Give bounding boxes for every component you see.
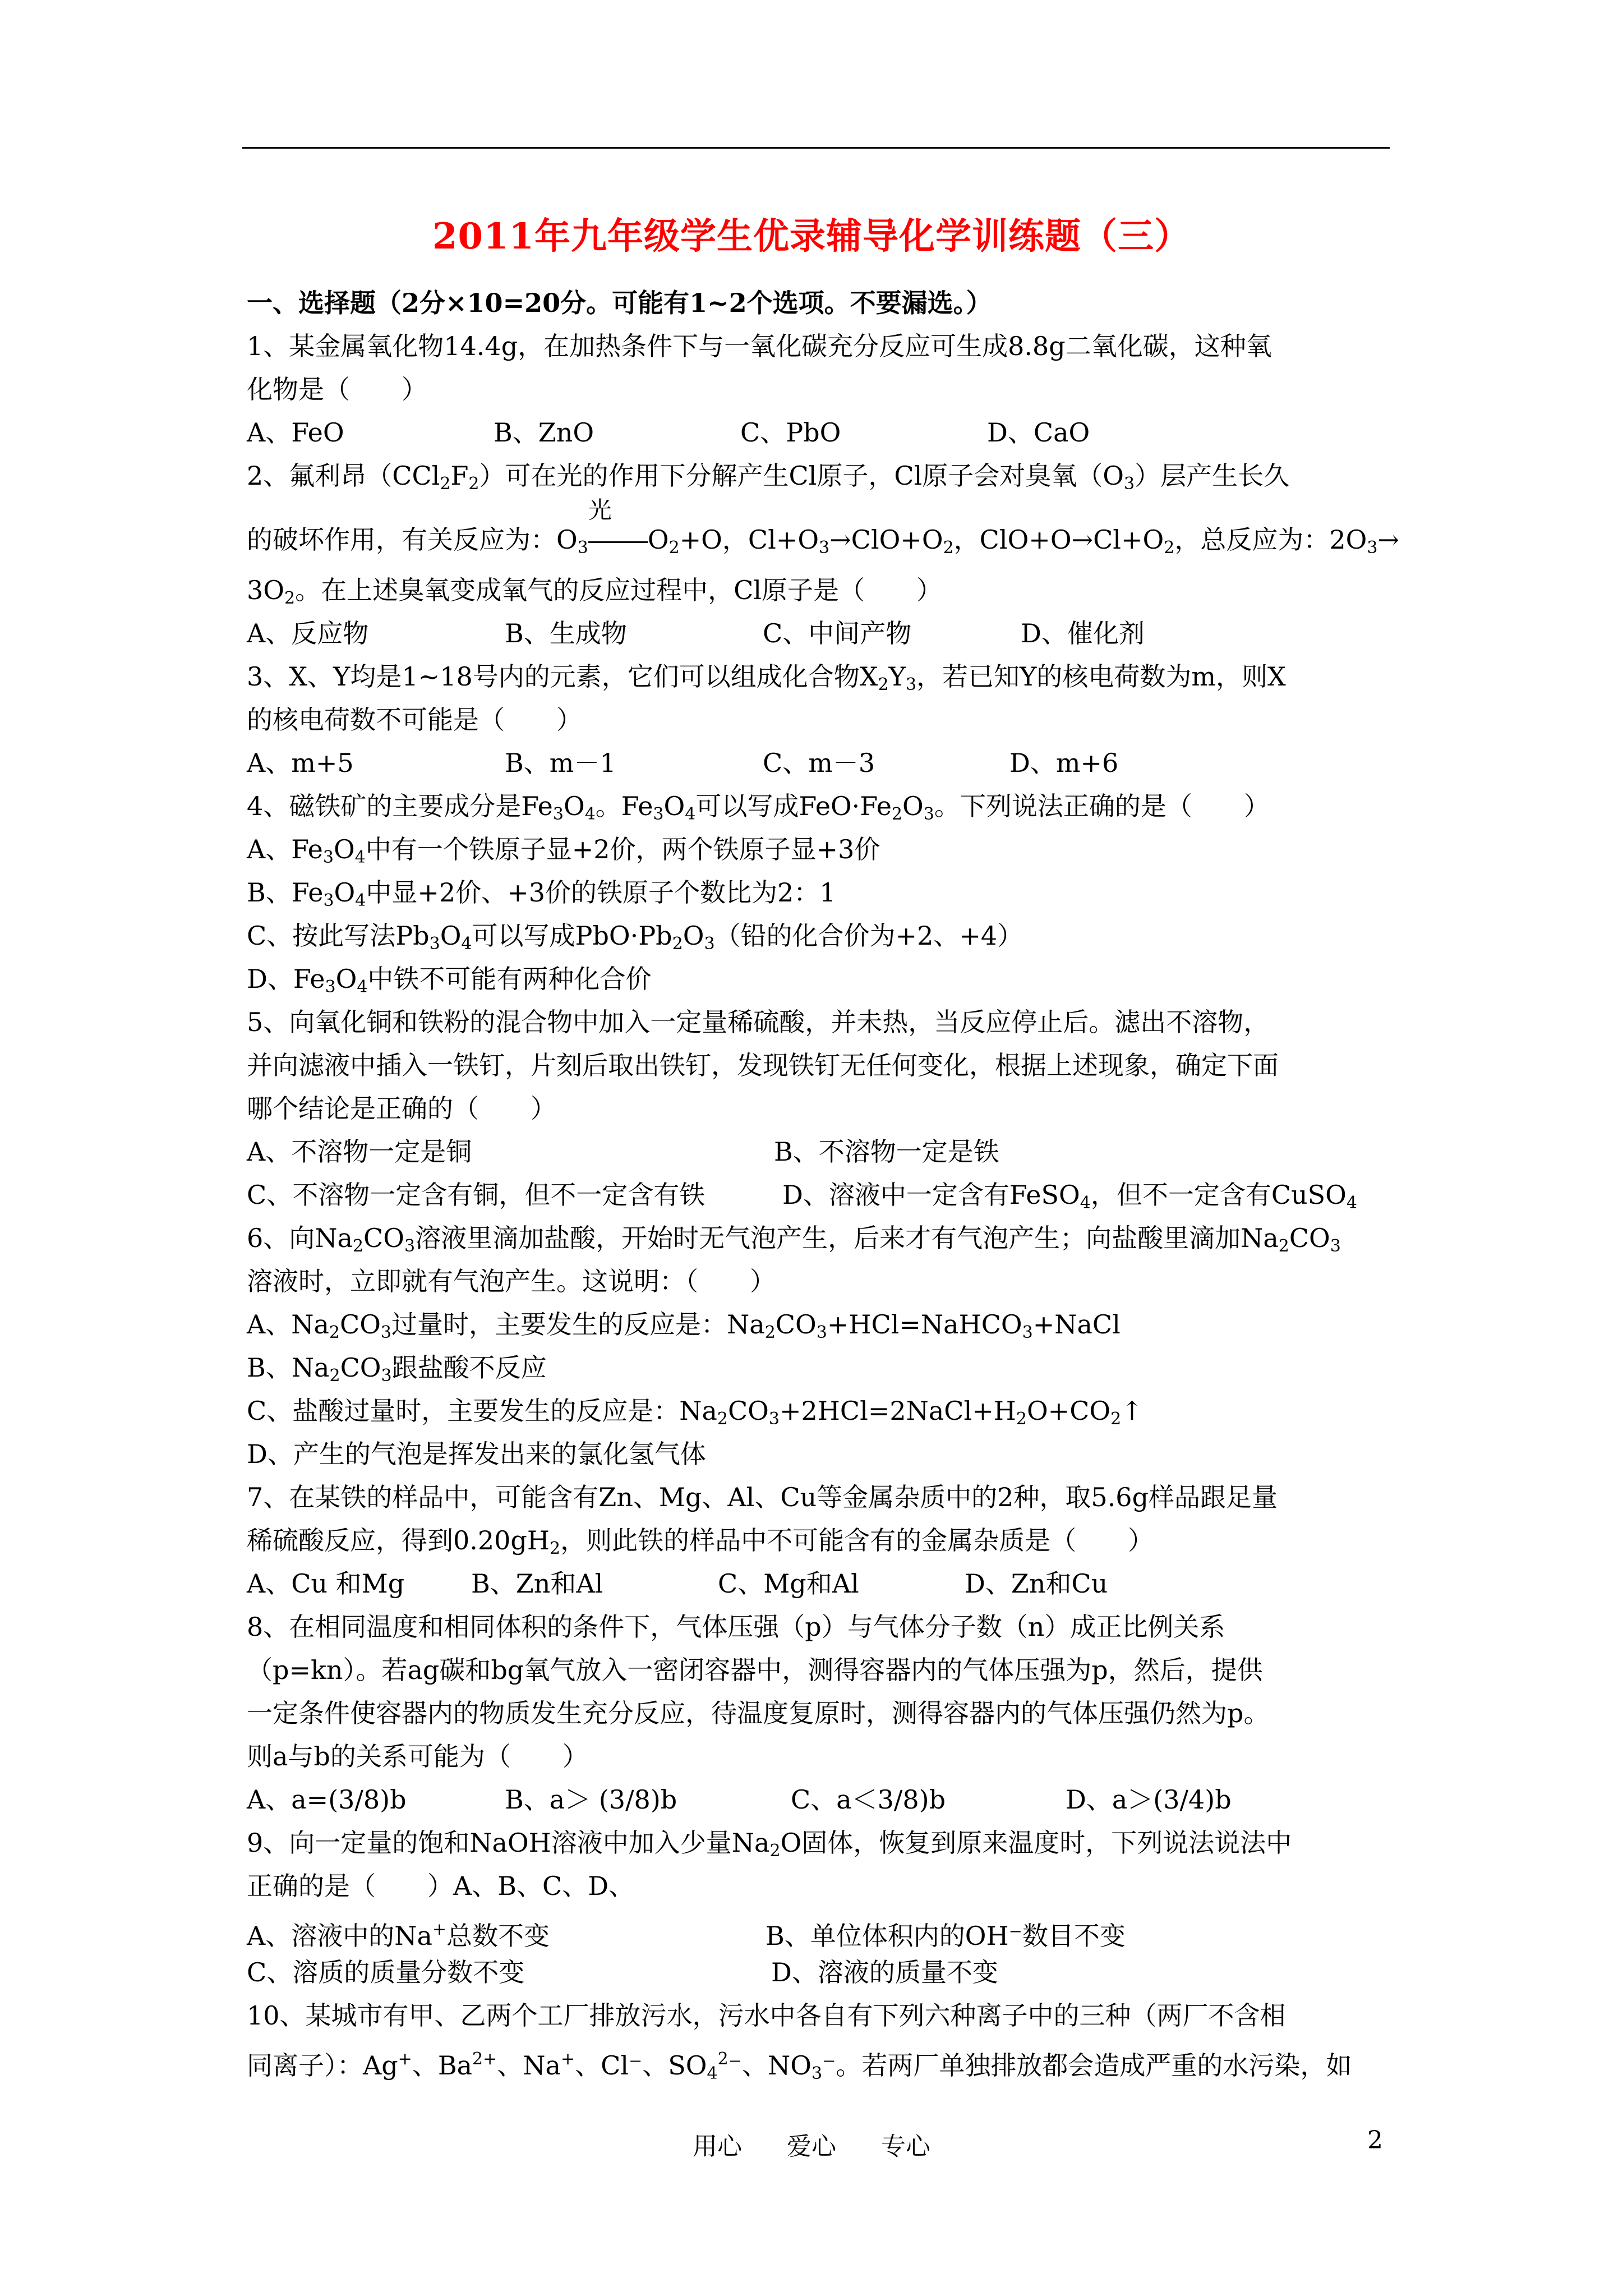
option-c: C、不溶物一定含有铜，但不一定含有铁: [247, 1180, 706, 1210]
option-d: D、溶液的质量不变: [771, 1957, 998, 1987]
question-7-line-2: 稀硫酸反应，得到$0.20gH_2$，则此铁的样品中不可能含有的金属杂质是（ ）: [247, 1525, 1154, 1558]
option-a: A、FeO: [247, 417, 344, 448]
option-a: A、Cu 和Mg: [247, 1568, 405, 1599]
question-3-options: [247, 742, 1391, 785]
question-3-line-1: 3、X、Y均是1~18号内的元素，它们可以组成化合物$X_2Y_3$，若已知Y的核电荷数为m，则X: [247, 661, 1286, 694]
question-6-option-a: A、$Na_2CO_3$过量时，主要发生的反应是：$Na_2CO_3+HCl=NaHCO_3+NaCl$: [247, 1309, 1121, 1342]
question-9-options-cd: [247, 1951, 1391, 1994]
header-rule: [242, 147, 1390, 149]
question-4-option-d: D、$Fe_3O_4$中铁不可能有两种化合价: [247, 964, 652, 997]
option-d: D、Zn和Cu: [965, 1568, 1108, 1599]
option-c: C、溶质的质量分数不变: [247, 1957, 525, 1987]
option-c: C、m－3: [763, 748, 875, 778]
question-4-line-1: 4、磁铁矿的主要成分是$Fe_3O_4$。$Fe_3O_4$可以写成$FeO\cdot Fe_2O_3$。下列说法正确的是（ ）: [247, 791, 1270, 824]
option-b: B、m－1: [505, 748, 616, 778]
option-a: A、m+5: [247, 748, 354, 778]
option-c: C、PbO: [740, 417, 841, 448]
question-5-options-ab: [247, 1130, 1391, 1174]
footer-motto-2: 爱心: [787, 2132, 836, 2161]
option-b: B、单位体积内的OH⁻数目不变: [766, 1921, 1126, 1951]
option-b: B、不溶物一定是铁: [774, 1137, 999, 1167]
option-b: B、生成物: [505, 618, 627, 648]
option-d: D、a＞(3/4)b: [1066, 1784, 1232, 1815]
option-a: A、溶液中的Na+总数不变: [247, 1920, 550, 1951]
option-d: D、溶液中一定含有FeSO$_4$，但不一定含有CuSO$_4$: [782, 1180, 1357, 1213]
question-7-options: [247, 1562, 1391, 1605]
question-5-line-1: 5、向氧化铜和铁粉的混合物中加入一定量稀硫酸，并未热，当反应停止后。滤出不溶物，: [247, 1007, 1270, 1037]
question-9-line-2: 正确的是（ ）A、B、C、D、: [247, 1871, 635, 1901]
question-1-options: [247, 411, 1391, 454]
question-2-line-1: 2、氟利昂$(CCl_2F_2)$可在光的作用下分解产生Cl原子，Cl原子会对臭氧$(O_3)$层产生长久: [247, 461, 1290, 494]
option-c: C、Mg和Al: [718, 1568, 859, 1599]
question-4-option-c: C、按此写法$Pb_3O_4$可以写成$PbO\cdot Pb_2O_3$（铅的化合价为+2、+4）: [247, 921, 1023, 954]
question-2-line-2: 的破坏作用，有关反应为：$O_3$ 光 $O_2+O$，$Cl+O_3\to ClO+O_2$，$ClO+O\to Cl+O_2$，总反应为：$2O_3\to$: [247, 498, 1391, 569]
question-6-option-d: D、产生的气泡是挥发出来的氯化氢气体: [247, 1439, 706, 1469]
option-d: D、催化剂: [1021, 618, 1145, 648]
question-5-options-cd: [247, 1174, 1391, 1217]
question-1-line-1: 1、某金属氧化物14.4g，在加热条件下与一氧化碳充分反应可生成8.8g二氧化碳，这种氧: [247, 331, 1272, 361]
question-7-line-1: 7、在某铁的样品中，可能含有Zn、Mg、Al、Cu等金属杂质中的2种，取5.6g样品跟足量: [247, 1482, 1278, 1512]
footer-motto-1: 用心: [693, 2132, 742, 2161]
question-4-option-a: A、$Fe_3O_4$中有一个铁原子显+2价，两个铁原子显+3价: [247, 834, 880, 867]
section-heading: 一、选择题（2分×10=20分。可能有1~2个选项。不要漏选。）: [247, 288, 992, 318]
footer-motto-3: 专心: [881, 2132, 930, 2161]
option-a: A、反应物: [247, 618, 369, 648]
question-8-line-4: 则a与b的关系可能为（ ）: [247, 1741, 588, 1772]
question-5-line-3: 哪个结论是正确的（ ）: [247, 1093, 556, 1124]
document-title: 2011年九年级学生优录辅导化学训练题（三）: [432, 215, 1191, 257]
option-c: C、a＜3/8)b: [791, 1784, 946, 1815]
question-2-options: [247, 612, 1391, 655]
light-condition-arrow: 光: [588, 498, 648, 582]
question-8-line-3: 一定条件使容器内的物质发生充分反应，待温度复原时，测得容器内的气体压强仍然为p。: [247, 1698, 1270, 1728]
question-6-option-c: C、盐酸过量时，主要发生的反应是：$Na_2CO_3+2HCl=2NaCl+H_2O+CO_2↑$: [247, 1396, 1143, 1429]
question-9-options-ab: [247, 1908, 1391, 1951]
question-6-line-2: 溶液时，立即就有气泡产生。这说明：（ ）: [247, 1266, 776, 1296]
question-4-option-b: B、$Fe_3O_4$中显+2价、+3价的铁原子个数比为2：1: [247, 877, 836, 910]
option-a: A、不溶物一定是铜: [247, 1137, 472, 1167]
option-a: A、a=(3/8)b: [247, 1784, 407, 1815]
question-2-line-3: $3O_2$。在上述臭氧变成氧气的反应过程中，Cl原子是（ ）: [247, 575, 942, 608]
option-b: B、Zn和Al: [471, 1568, 603, 1599]
question-9-line-1: 9、向一定量的饱和NaOH溶液中加入少量$Na_2O$固体，恢复到原来温度时，下列说法说法中: [247, 1828, 1292, 1861]
question-8-options: [247, 1778, 1391, 1821]
question-10-line-2: 同离子）：Ag+、$Ba^{2+}$、Na+、Cl⁻、$SO_4^2^-$、$NO_3^-$。若两厂单独排放都会造成严重的水污染，如: [247, 2049, 1352, 2083]
question-1-line-2: 化物是（ ）: [247, 374, 427, 404]
page-number: 2: [1367, 2126, 1383, 2155]
option-c: C、中间产物: [763, 618, 912, 648]
option-b: B、a＞ (3/8)b: [505, 1784, 677, 1815]
question-8-line-2: （p=kn）。若ag碳和bg氧气放入一密闭容器中，测得容器内的气体压强为p，然后，提供: [247, 1655, 1263, 1685]
option-d: D、CaO: [987, 417, 1090, 448]
question-3-line-2: 的核电荷数不可能是（ ）: [247, 705, 582, 735]
option-d: D、m+6: [1009, 748, 1119, 778]
question-6-option-b: B、$Na_2CO_3$跟盐酸不反应: [247, 1352, 547, 1386]
question-content: [247, 282, 1399, 2083]
option-b: B、ZnO: [494, 417, 594, 448]
question-10-line-1: 10、某城市有甲、乙两个工厂排放污水，污水中各自有下列六种离子中的三种（两厂不含相: [247, 2000, 1286, 2031]
question-5-line-2: 并向滤液中插入一铁钉，片刻后取出铁钉，发现铁钉无任何变化，根据上述现象，确定下面: [247, 1050, 1279, 1080]
question-8-line-1: 8、在相同温度和相同体积的条件下，气体压强（p）与气体分子数（n）成正比例关系: [247, 1612, 1225, 1642]
question-6-line-1: 6、向$Na_2CO_3$溶液里滴加盐酸，开始时无气泡产生，后来才有气泡产生；向盐酸里滴加$Na_2CO_3$: [247, 1223, 1341, 1256]
